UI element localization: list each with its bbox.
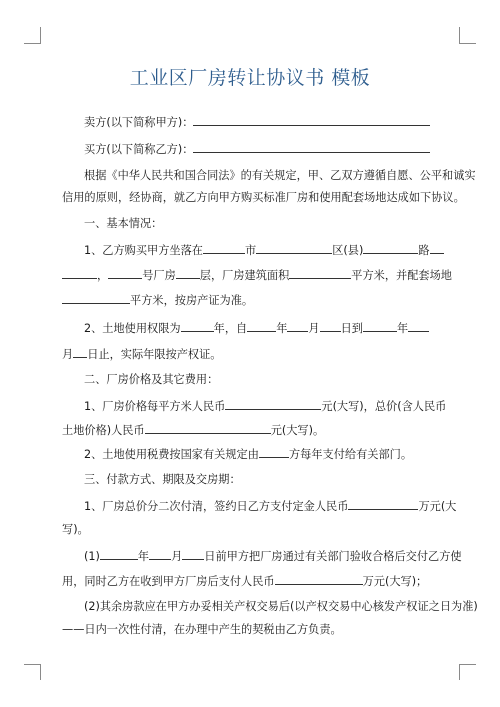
blank[interactable] [256, 242, 332, 254]
clause-3-3-line-2: ——日内一次性付清，在办理中产生的契税由乙方负责。 [62, 623, 342, 636]
crop-mark-bottom-left-h [24, 664, 41, 665]
seller-line [84, 114, 442, 131]
intro-line-2: 信用的原则，经协商，就乙方向甲方购买标准厂房和使用配套场地达成如下协议。 [62, 191, 465, 204]
clause-text: 区(县) [332, 244, 364, 257]
clause-text: (1) [84, 550, 100, 563]
district-blank[interactable] [363, 242, 418, 254]
clause-2-1-line-1 [84, 398, 447, 415]
clause-text: 1、厂房价格每平方米人民币 [84, 400, 226, 413]
buyer-line [84, 141, 442, 158]
clause-text: 日前甲方把厂房通过有关部门验收合格后交付乙方使 [204, 550, 462, 563]
clause-text: 市 [245, 244, 257, 257]
seller-blank[interactable] [193, 114, 430, 126]
second-payment-blank[interactable] [275, 573, 363, 585]
road-blank[interactable] [430, 242, 444, 254]
crop-mark-top-left-h [24, 43, 41, 44]
clause-text: 平方米，按房产证为准。 [130, 294, 254, 307]
clause-text: 1、乙方购买甲方坐落在 [84, 244, 203, 257]
buyer-blank[interactable] [193, 141, 430, 153]
clause-text: 年 [276, 322, 288, 335]
crop-mark-top-right-v [459, 27, 460, 43]
clause-3-2-line-1 [84, 548, 462, 565]
clause-text: 2、土地使用权限为 [84, 322, 181, 335]
clause-text: 年，自 [213, 322, 248, 335]
floor-blank[interactable] [176, 267, 200, 279]
start-month-blank[interactable] [287, 320, 308, 332]
unit-price-blank[interactable] [225, 398, 321, 410]
crop-mark-bottom-right-v [459, 664, 460, 680]
start-day-blank[interactable] [320, 320, 341, 332]
clause-text: 日到 [340, 322, 363, 335]
clause-text: 年 [397, 322, 409, 335]
clause-text: 用，同时乙方在收到甲方厂房后支付人民币 [62, 575, 275, 588]
document-title: 工业区厂房转让协议书 模板 [129, 67, 371, 89]
city-blank[interactable] [203, 242, 245, 254]
clause-text: 路 [418, 244, 430, 257]
clause-text: 月 [308, 322, 320, 335]
clause-text: 号厂房 [142, 269, 176, 282]
clause-text: 月 [171, 550, 183, 563]
clause-1-2-line-1 [84, 320, 442, 337]
handover-month-blank[interactable] [149, 548, 171, 560]
crop-mark-bottom-right-h [459, 664, 476, 665]
section-2-heading: 二、厂房价格及其它费用： [84, 373, 219, 386]
clause-text: 1、厂房总价分二次付清，签约日乙方支付定金人民币 [84, 500, 349, 513]
clause-1-2-line-2 [62, 346, 442, 363]
crop-mark-bottom-left-v [40, 664, 41, 680]
clause-text: 方每年支付给有关部门。 [288, 448, 413, 461]
clause-text: 土地价格)人民币 [62, 424, 145, 437]
end-day-blank[interactable] [73, 346, 87, 358]
clause-text: 2、土地使用税费按国家有关规定由 [84, 448, 259, 461]
clause-3-3-line-1: (2)其余房款应在甲方办妥相关产权交易后(以产权交易中心核发产权证之日为准) [84, 600, 478, 613]
building-no-blank[interactable] [108, 267, 142, 279]
clause-text: 层，厂房建筑面积 [199, 269, 290, 282]
clause-1-1-line-3 [62, 292, 442, 309]
clause-text: 元(大写)。 [270, 424, 325, 437]
clause-2-1-line-2 [62, 422, 442, 439]
clause-text: 年 [137, 550, 150, 563]
years-blank[interactable] [181, 320, 214, 332]
clause-text: 平方米，并配套场地 [351, 269, 452, 282]
crop-mark-top-left-v [40, 27, 41, 43]
start-year-blank[interactable] [247, 320, 276, 332]
clause-1-1-line-1 [84, 242, 442, 259]
clause-text: 万元(大写)； [362, 575, 428, 588]
tax-party-blank[interactable] [259, 446, 289, 458]
clause-text: 月 [62, 348, 74, 361]
clause-text: ， [97, 269, 109, 282]
section-1-heading: 一、基本情况： [84, 217, 163, 230]
clause-1-1-line-2 [62, 267, 452, 284]
buyer-label: 买方(以下简称乙方)： [84, 143, 194, 156]
clause-2-2 [84, 446, 442, 463]
clause-text: 日止，实际年限按产权证。 [87, 348, 222, 361]
clause-3-1-line-2: 写)。 [62, 523, 89, 536]
end-year-blank[interactable] [363, 320, 397, 332]
site-area-blank[interactable] [62, 292, 130, 304]
intro-line-1: 根据《中华人民共和国合同法》的有关规定，甲、乙双方遵循自愿、公平和诚实 [84, 169, 476, 182]
clause-text: 元(大写)，总价(含人民币 [321, 400, 447, 413]
seller-label: 卖方(以下简称甲方)： [84, 116, 194, 129]
deposit-blank[interactable] [348, 498, 418, 510]
clause-3-2-line-2 [62, 573, 442, 590]
handover-day-blank[interactable] [182, 548, 204, 560]
clause-3-1-line-1 [84, 498, 457, 515]
road-blank-2[interactable] [62, 267, 97, 279]
end-month-blank[interactable] [408, 320, 429, 332]
crop-mark-top-right-h [459, 43, 476, 44]
handover-year-blank[interactable] [100, 548, 138, 560]
section-3-heading: 三、付款方式、期限及交房期： [84, 473, 241, 486]
clause-text: 万元(大 [418, 500, 457, 513]
area-blank[interactable] [289, 267, 351, 279]
total-price-blank[interactable] [145, 422, 271, 434]
